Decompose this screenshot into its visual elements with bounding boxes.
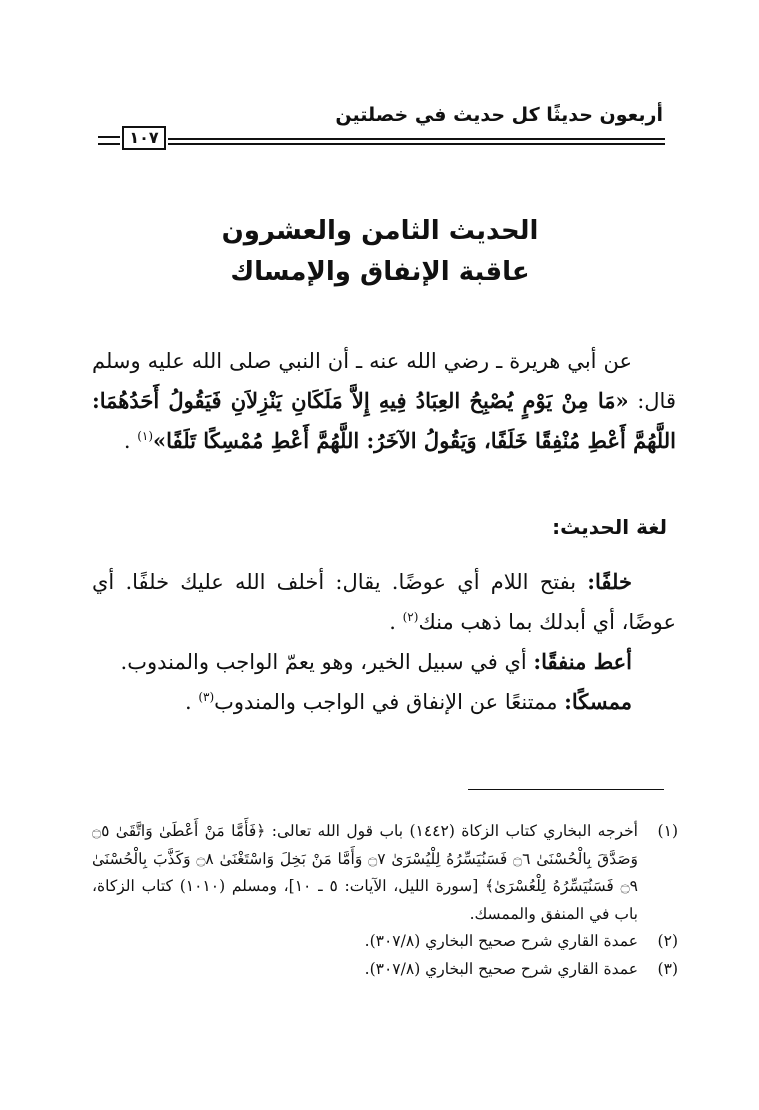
chapter-subtitle: عاقبة الإنفاق والإمساك	[230, 257, 530, 287]
footnotes	[92, 818, 678, 983]
vocab-definition: ممتنعًا عن الإنفاق في الواجب والمندوب	[214, 690, 565, 714]
footnote-text: عمدة القاري شرح صحيح البخاري (٣٠٧/٨).	[364, 959, 638, 978]
hadith-content	[92, 341, 676, 461]
vocab-end: .	[389, 610, 396, 634]
page-number: ١٠٧	[122, 126, 166, 150]
chapter-title: الحديث الثامن والعشرون	[221, 216, 539, 246]
footnote-number: (٣)	[657, 959, 678, 978]
footnote-text: عمدة القاري شرح صحيح البخاري (٣٠٧/٨).	[364, 932, 638, 950]
vocab-entry-mumsikan	[92, 682, 676, 722]
vocab-entry-munfiqan	[92, 642, 676, 682]
footnote-ref-2: (٢)	[402, 610, 419, 624]
vocab-term: أعط منفقًا:	[533, 649, 632, 674]
hadith-text: «مَا مِنْ يَوْمٍ يُصْبِحُ العِبَادُ فِيهِ إِلاَّ مَلَكَانِ يَنْزِلاَنِ فَيَقُولُ أَحَدُهُمَا: اللَّهُمَّ أَعْطِ مُنْفِقًا خَلَفًا، وَيَقُولُ الآخَرُ: اللَّهُمَّ أَعْطِ مُمْسِكًا تَلَفًا»	[92, 388, 676, 453]
vocab-entry-khalafan	[92, 562, 676, 642]
footnote-ref-1: (١)	[137, 429, 154, 443]
header-rule-top	[168, 138, 665, 140]
footnote-3	[92, 956, 678, 984]
vocab-definition: بفتح اللام أي عوضًا. يقال: أخلف الله عليك خلفًا. أي عوضًا، أي أبدلك بما ذهب منك	[92, 570, 676, 634]
footnote-1	[92, 818, 678, 928]
footnote-text: أخرجه البخاري كتاب الزكاة (١٤٤٢) باب قول الله تعالى: ﴿فَأَمَّا مَنْ أَعْطَىٰ وَاتَّقَىٰ ۝٥ وَصَدَّقَ بِالْحُسْنَىٰ ۝٦ فَسَنُيَسِّرُهُ لِلْيُسْرَىٰ ۝٧ وَأَمَّا مَنْ بَخِلَ وَاسْتَغْنَىٰ ۝٨ وَكَذَّبَ بِالْحُسْنَىٰ ۝٩ فَسَنُيَسِّرُهُ لِلْعُسْرَىٰ﴾ [سورة الليل، الآيات: ٥ ـ ١٠]، ومسلم (١٠١٠) كتاب الزكاة، باب في المنفق والممسك.	[92, 822, 638, 923]
footnote-number: (١)	[657, 822, 678, 840]
vocab-end: .	[184, 690, 192, 714]
footnote-ref-3: (٣)	[198, 690, 215, 704]
vocab-definition: أي في سبيل الخير، وهو يعمّ الواجب والمندوب.	[120, 650, 534, 674]
page-number-rule-bottom	[98, 143, 120, 145]
hadith-intro: عن أبي هريرة ـ رضي الله عنه ـ أن النبي صلى الله عليه وسلم قال:	[92, 349, 676, 413]
vocabulary-list	[92, 562, 676, 722]
vocab-term: ممسكًا:	[564, 689, 632, 714]
hadith-paragraph	[92, 341, 676, 461]
vocabulary-heading: لغة الحديث:	[552, 515, 667, 539]
running-title: أربعون حديثًا كل حديث في خصلتين	[335, 104, 663, 126]
vocab-term: خلفًا:	[587, 569, 632, 594]
page-number-rule-top	[98, 136, 120, 138]
footnote-2	[92, 928, 678, 956]
footnote-number: (٢)	[657, 932, 678, 950]
footnote-separator	[468, 789, 664, 790]
header-rule-bottom	[168, 143, 665, 145]
hadith-end: .	[123, 429, 131, 453]
